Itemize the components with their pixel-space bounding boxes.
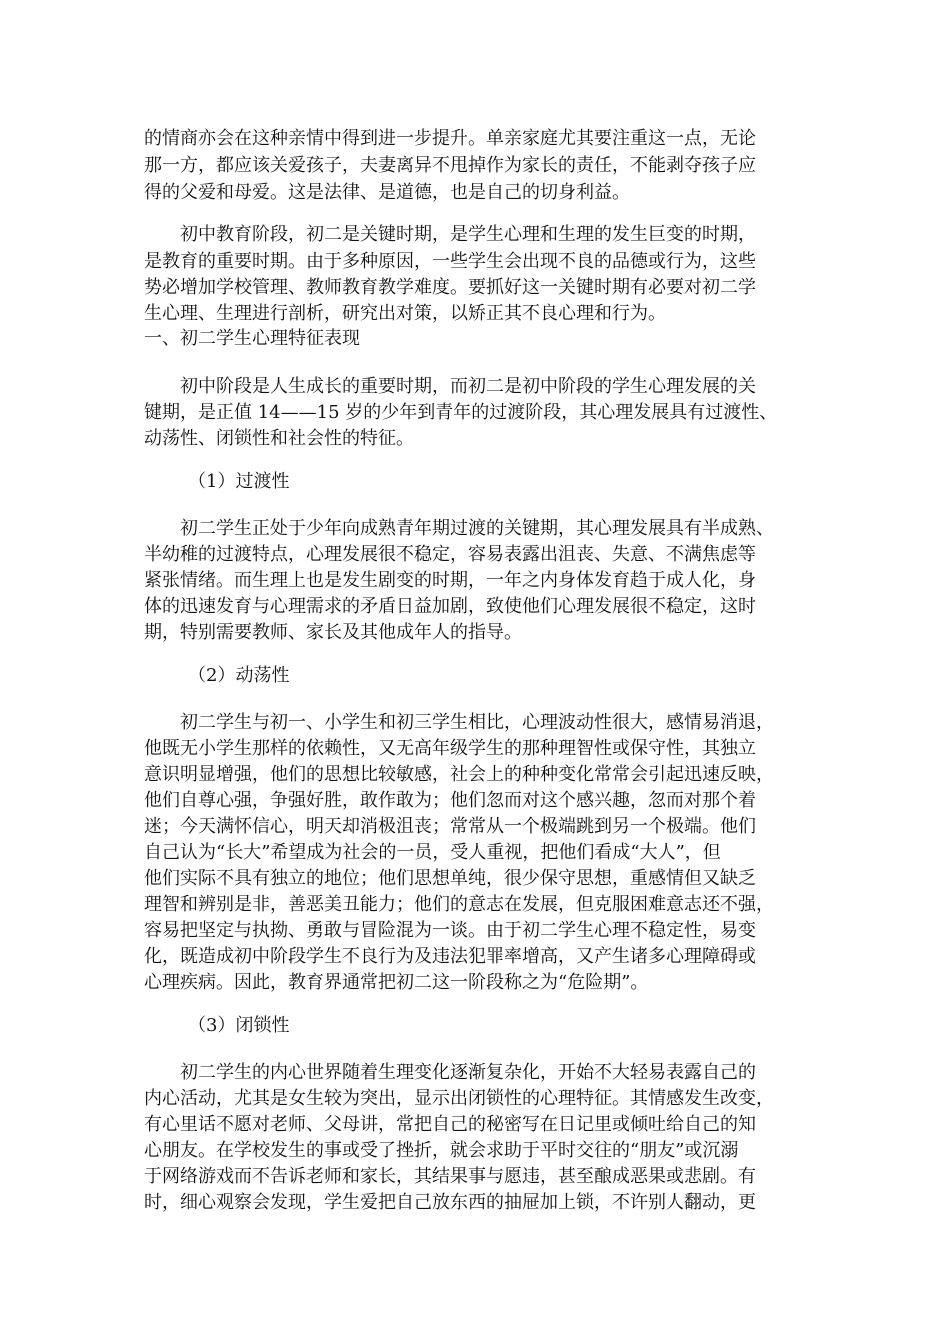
paragraph-1-line-2: 那一方，都应该关爱孩子，夫妻离异不甩掉作为家长的责任，不能剥夺孩子应 [144, 155, 756, 176]
paragraph-5-line-3: 意识明显增强，他们的思想比较敏感，社会上的种种变化常常会引起迅速反映， [144, 764, 774, 785]
paragraph-6-line-2: 内心活动，尤其是女生较为突出，显示出闭锁性的心理特征。其情感发生改变， [144, 1088, 774, 1109]
paragraph-3-line-2: 键期，是正值 14——15 岁的少年到青年的过渡阶段，其心理发展具有过渡性、 [144, 402, 778, 423]
subsection-3-title: （3）闭锁性 [188, 1015, 290, 1036]
subsection-1-title: （1）过渡性 [188, 471, 290, 492]
paragraph-4-line-3: 紧张情绪。而生理上也是发生剧变的时期，一年之内身体发育趋于成人化，身 [144, 570, 756, 591]
paragraph-5-line-4: 他们自尊心强，争强好胜，敢作敢为；他们忽而对这个感兴趣，忽而对那个着 [144, 790, 756, 811]
paragraph-6-line-4: 心朋友。在学校发生的事或受了挫折，就会求助于平时交往的“朋友”或沉溺 [144, 1140, 739, 1161]
paragraph-4-line-1: 初二学生正处于少年向成熟青年期过渡的关键期，其心理发展具有半成熟、 [180, 518, 774, 539]
paragraph-6-line-6: 时，细心观察会发现，学生爱把自己放东西的抽屉加上锁，不许别人翻动，更 [144, 1192, 756, 1213]
paragraph-5-line-9: 容易把坚定与执拗、勇敢与冒险混为一谈。由于初二学生心理不稳定性，易变 [144, 920, 756, 941]
paragraph-5-line-1: 初二学生与初一、小学生和初三学生相比，心理波动性很大，感情易消退， [180, 712, 774, 733]
paragraph-2-line-4: 生心理、生理进行剖析，研究出对策，以矫正其不良心理和行为。 [144, 303, 666, 324]
paragraph-2-line-1: 初中教育阶段，初二是关键时期，是学生心理和生理的发生巨变的时期， [180, 224, 756, 245]
paragraph-1-line-1: 的情商亦会在这种亲情中得到进一步提升。单亲家庭尤其要注重这一点，无论 [144, 128, 756, 149]
paragraph-5-line-8: 理智和辨别是非，善恶美丑能力；他们的意志在发展，但克服困难意志还不强， [144, 894, 774, 915]
paragraph-4-line-5: 期，特别需要教师、家长及其他成年人的指导。 [144, 622, 522, 643]
paragraph-5-line-11: 心理疾病。因此，教育界通常把初二这一阶段称之为“危险期”。 [144, 972, 649, 993]
paragraph-4-line-4: 体的迅速发育与心理需求的矛盾日益加剧，致使他们心理发展很不稳定，这时 [144, 596, 756, 617]
paragraph-3-line-3: 动荡性、闭锁性和社会性的特征。 [144, 428, 414, 449]
paragraph-5-line-7: 他们实际不具有独立的地位；他们思想单纯，很少保守思想，重感情但又缺乏 [144, 868, 756, 889]
paragraph-2-line-3: 势必增加学校管理、教师教育教学难度。要抓好这一关键时期有必要对初二学 [144, 277, 756, 298]
paragraph-5-line-5: 迷；今天满怀信心，明天却消极沮丧；常常从一个极端跳到另一个极端。他们 [144, 816, 756, 837]
paragraph-5-line-10: 化，既造成初中阶段学生不良行为及违法犯罪率增高，又产生诸多心理障碍或 [144, 946, 756, 967]
paragraph-6-line-5: 于网络游戏而不告诉老师和家长，其结果事与愿违，甚至酿成恶果或悲剧。有 [144, 1166, 756, 1187]
paragraph-2-line-2: 是教育的重要时期。由于多种原因，一些学生会出现不良的品德或行为，这些 [144, 251, 756, 272]
paragraph-4-line-2: 半幼稚的过渡特点，心理发展很不稳定，容易表露出沮丧、失意、不满焦虑等 [144, 544, 756, 565]
paragraph-1-line-3: 得的父爱和母爱。这是法律、是道德，也是自己的切身利益。 [144, 182, 630, 203]
subsection-2-title: （2）动荡性 [188, 665, 290, 686]
paragraph-5-line-2: 他既无小学生那样的依赖性，又无高年级学生的那种理智性或保守性，其独立 [144, 738, 756, 759]
paragraph-5-line-6: 自己认为“长大”希望成为社会的一员，受人重视，把他们看成“大人”，但 [144, 842, 721, 863]
paragraph-6-line-3: 有心里话不愿对老师、父母讲，常把自己的秘密写在日记里或倾吐给自己的知 [144, 1114, 756, 1135]
paragraph-6-line-1: 初二学生的内心世界随着生理变化逐渐复杂化，开始不大轻易表露自己的 [180, 1062, 756, 1083]
paragraph-3-line-1: 初中阶段是人生成长的重要时期，而初二是初中阶段的学生心理发展的关 [180, 376, 756, 397]
section-heading: 一、初二学生心理特征表现 [144, 328, 360, 349]
